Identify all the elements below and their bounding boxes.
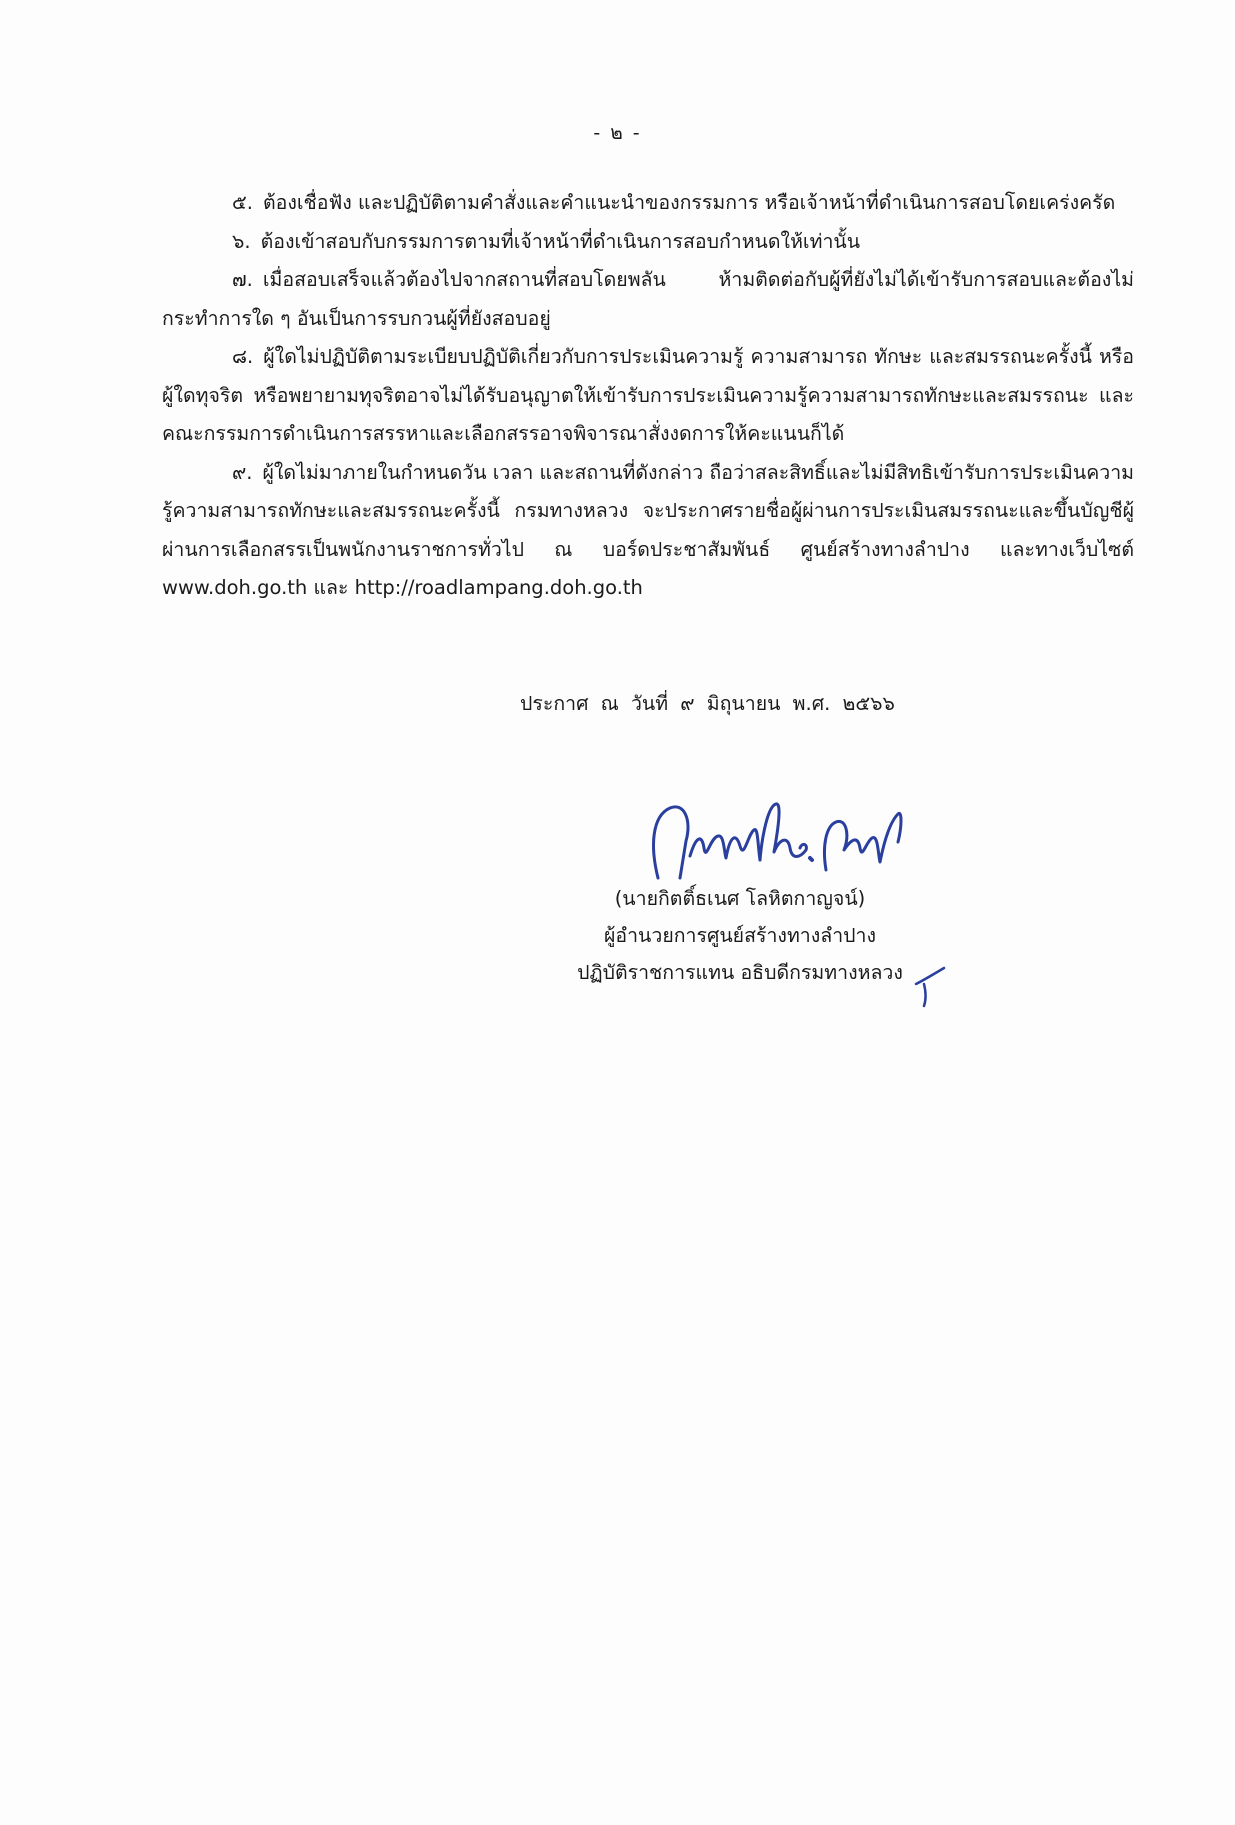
clause-text: ผู้ใดไม่ปฏิบัติตามระเบียบปฏิบัติเกี่ยวกับการประเมินความรู้ ความสามารถ ทักษะ และสมรรถนะครั้งนี้ หรือผู้ใดทุจริต หรือพยายามทุจริตอาจไม่ได้รับอนุญาตให้เข้ารับการประเมินความรู้ความสามารถทักษะและสมรรถนะ และคณะกรรมการดำเนินการสรรหาและเลือกสรรอาจพิจารณาสั่งงดการให้คะแนนก็ได้ <box>162 345 1134 445</box>
initial-mark <box>910 962 950 1012</box>
announcement-date: ประกาศ ณ วันที่ ๙ มิถุนายน พ.ศ. ๒๕๖๖ <box>520 692 895 715</box>
clause-text: ต้องเข้าสอบกับกรรมการตามที่เจ้าหน้าที่ดำเนินการสอบกำหนดให้เท่านั้น <box>260 229 861 253</box>
signatory-position: ผู้อำนวยการศูนย์สร้างทางลำปาง <box>603 924 877 947</box>
signature-stroke <box>690 830 760 860</box>
signatory-acting-for: ปฏิบัติราชการแทน อธิบดีกรมทางหลวง <box>577 961 903 984</box>
page-number: - ๒ - <box>593 122 642 144</box>
clause-5 <box>162 184 1134 223</box>
clause-number: ๖. <box>232 229 251 253</box>
clause-number: ๘. <box>232 345 254 368</box>
signature-stroke <box>810 858 812 860</box>
signature-stroke <box>654 807 688 878</box>
clause-text: ผู้ใดไม่มาภายในกำหนดวัน เวลา และสถานที่ดังกล่าว ถือว่าสละสิทธิ์และไม่มีสิทธิเข้ารับการประเมินความรู้ความสามารถทักษะและสมรรถนะครั้งนี้ กรมทางหลวง จะประกาศรายชื่อผู้ผ่านการประเมินสมรรถนะและขึ้นบัญชีผู้ผ่านการเลือกสรรเป็นพนักงานราชการทั่วไป ณ บอร์ดประชาสัมพันธ์ ศูนย์สร้างทางลำปาง และทางเว็บไซต์ www.doh.go.th และ http://roadlampang.doh.go.th <box>162 460 1134 599</box>
clause-number: ๙. <box>232 460 253 484</box>
initial-stroke <box>924 984 926 1006</box>
signature-stroke <box>824 813 901 870</box>
signatory-name: (นายกิตติ์ธเนศ โลหิตกาญจน์) <box>614 887 866 910</box>
clause-9 <box>162 454 1134 608</box>
clause-number: ๕. <box>232 191 253 214</box>
clause-text: ต้องเชื่อฟัง และปฏิบัติตามคำสั่งและคำแนะนำของกรรมการ หรือเจ้าหน้าที่ดำเนินการสอบโดยเคร่งครัด <box>262 191 1116 214</box>
clause-number: ๗. <box>232 268 253 291</box>
signature-stroke <box>760 804 806 860</box>
clause-8 <box>162 338 1134 454</box>
clause-text: เมื่อสอบเสร็จแล้วต้องไปจากสถานที่สอบโดยพลัน ห้ามติดต่อกับผู้ที่ยังไม่ได้เข้ารับการสอบและต้องไม่กระทำการใด ๆ อันเป็นการรบกวนผู้ที่ยังสอบอยู่ <box>162 268 1134 330</box>
clause-6 <box>162 223 1134 262</box>
signature-block <box>560 880 920 991</box>
document-body <box>162 184 1134 608</box>
clause-7 <box>162 261 1134 338</box>
initial-stroke <box>916 968 944 984</box>
